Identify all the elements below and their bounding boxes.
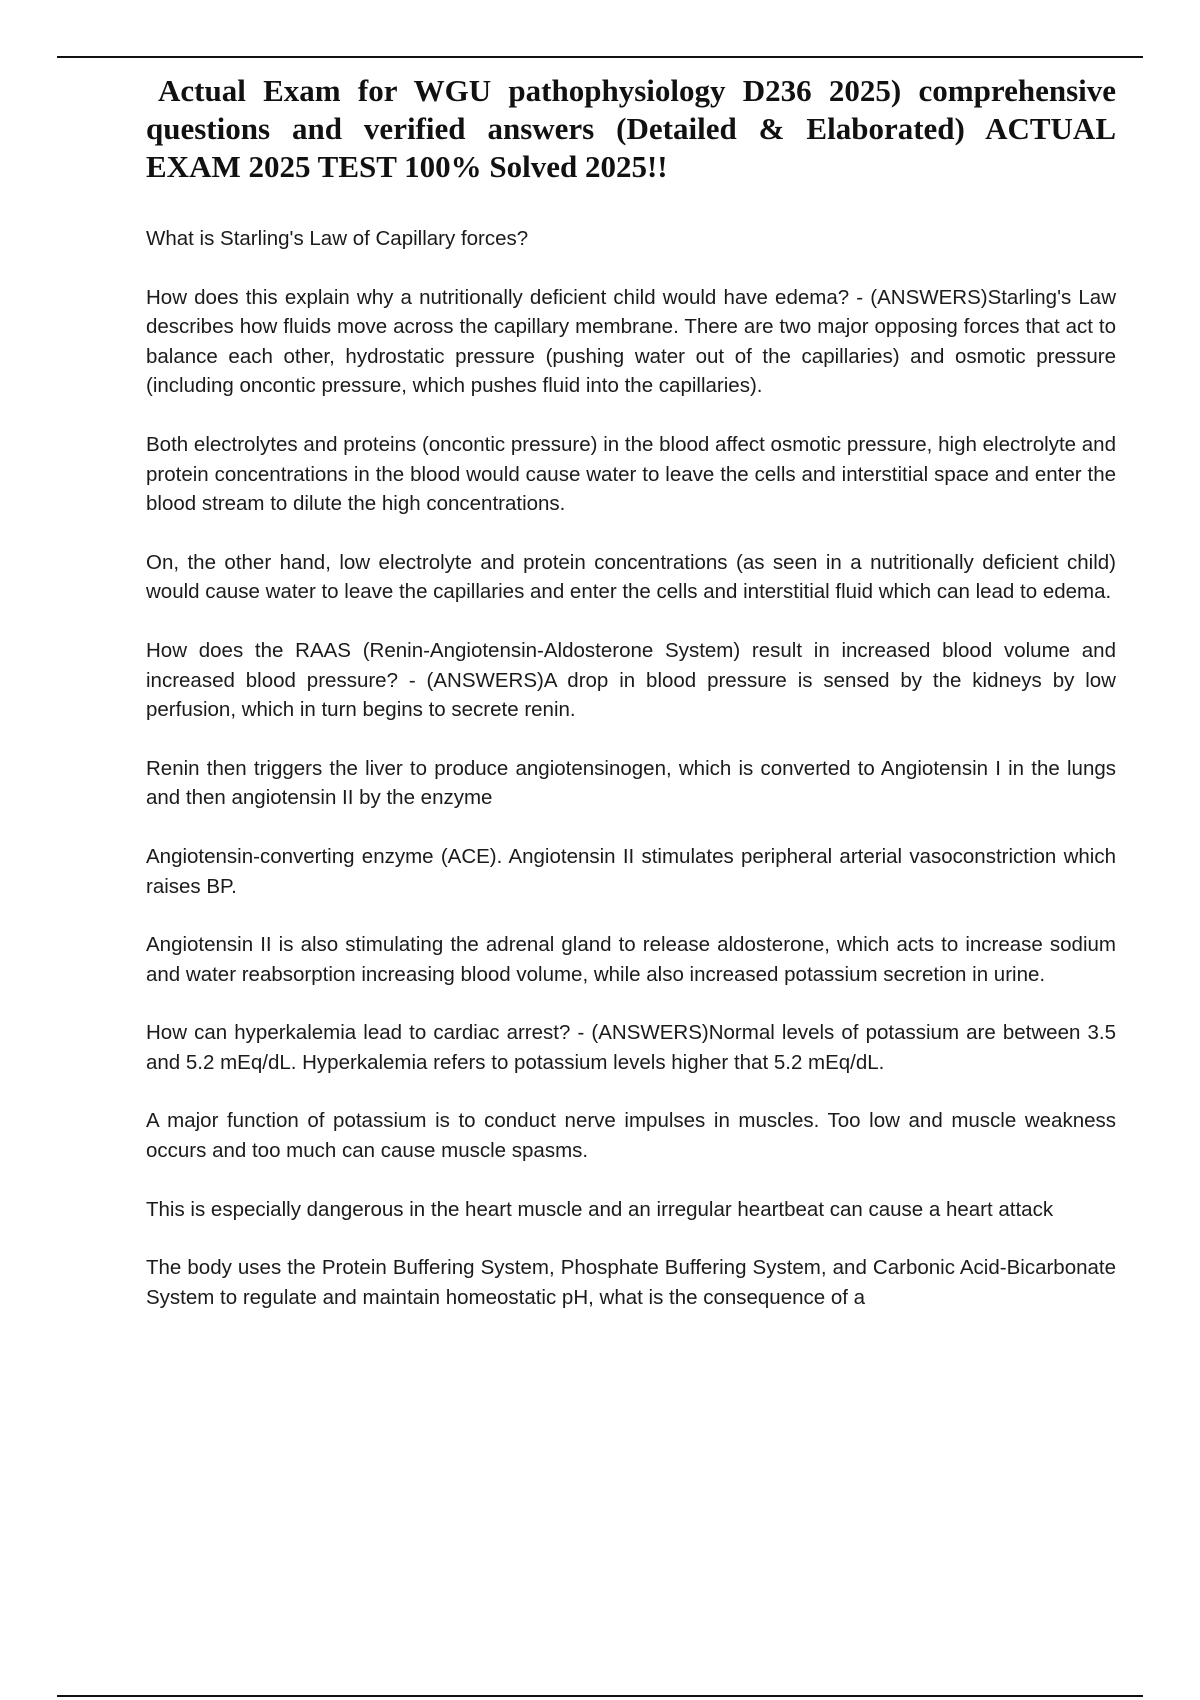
paragraph-low-electrolytes: On, the other hand, low electrolyte and protein concentrations (as seen in a nutritionally deficient child) would cause water to leave the capillaries and enter the cells and interstitial fluid which can lead to edema. <box>146 550 1116 604</box>
paragraph-ace: Angiotensin-converting enzyme (ACE). Angiotensin II stimulates peripheral arterial vasoconstriction which raises BP. <box>146 844 1116 898</box>
paragraph-starling-question: What is Starling's Law of Capillary forces? <box>146 227 529 250</box>
header-rule <box>57 56 1143 58</box>
paragraph-potassium-function: A major function of potassium is to conduct nerve impulses in muscles. Too low and muscle weakness occurs and too much can cause muscle spasms. <box>146 1109 1116 1163</box>
paragraph-raas-question: How does the RAAS (Renin-Angiotensin-Aldosterone System) result in increased blood volume and increased blood pressure? - (ANSWERS)A drop in blood pressure is sensed by the kidneys by low perfusion, which in turn begins to secrete renin. <box>146 638 1116 722</box>
paragraph-heart-danger: This is especially dangerous in the heart muscle and an irregular heartbeat can cause a heart attack <box>146 1197 1054 1221</box>
paragraph-aldosterone: Angiotensin II is also stimulating the adrenal gland to release aldosterone, which acts to increase sodium and water reabsorption increasing blood volume, while also increased potassium secretion in urine. <box>146 933 1116 986</box>
footer-rule <box>57 1695 1143 1697</box>
paragraph-edema-answer: How does this explain why a nutritionally deficient child would have edema? - (ANSWERS)Starling's Law describes how fluids move across the capillary membrane. There are two major opposing forces that act to balance each other, hydrostatic pressure (pushing water out of the capillaries) and osmotic pressure (including oncontic pressure, which pushes fluid into the capillaries). <box>146 285 1116 398</box>
paragraph-buffering-systems: The body uses the Protein Buffering System, Phosphate Buffering System, and Carbonic Acid-Bicarbonate System to regulate and maintain homeostatic pH, what is the consequence of a <box>146 1256 1116 1309</box>
document-title: Actual Exam for WGU pathophysiology D236 2025) comprehensive questions and verified answers (Detailed & Elaborated) ACTUAL EXAM 2025 TEST 100% Solved 2025!! <box>146 73 1116 184</box>
paragraph-osmotic-pressure: Both electrolytes and proteins (oncontic pressure) in the blood affect osmotic pressure, high electrolyte and protein concentrations in the blood would cause water to leave the cells and interstitial space and enter the blood stream to dilute the high concentrations. <box>146 432 1116 516</box>
paragraph-renin: Renin then triggers the liver to produce angiotensinogen, which is converted to Angiotensin I in the lungs and then angiotensin II by the enzyme <box>146 756 1116 810</box>
document-page <box>146 72 1116 1312</box>
paragraph-hyperkalemia-question: How can hyperkalemia lead to cardiac arrest? - (ANSWERS)Normal levels of potassium are between 3.5 and 5.2 mEq/dL. Hyperkalemia refers to potassium levels higher that 5.2 mEq/dL. <box>146 1021 1116 1074</box>
